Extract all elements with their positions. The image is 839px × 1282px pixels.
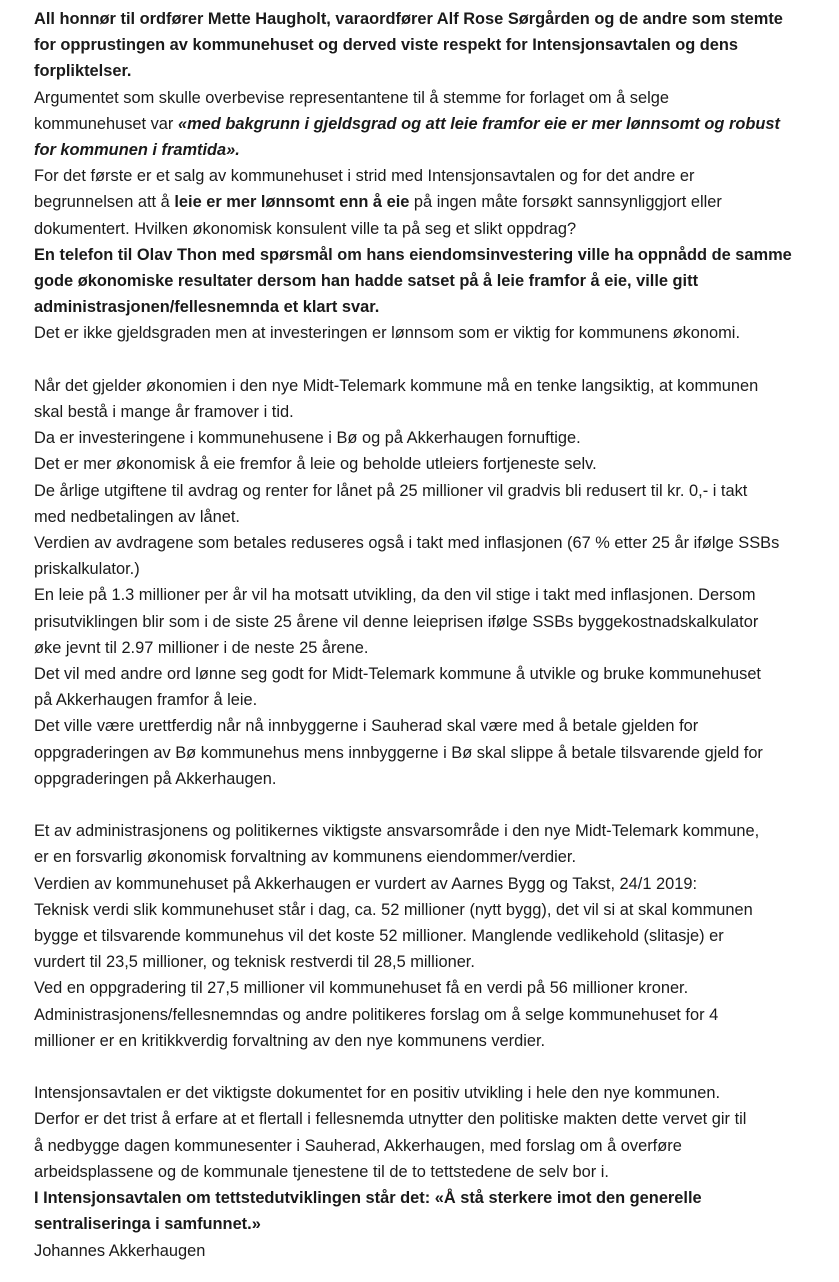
body-paragraph — [34, 897, 824, 976]
text-line: Teknisk verdi slik kommunehuset står i dag, ca. 52 millioner (nytt bygg), det vil si at skal kommunen — [34, 900, 753, 919]
text-line: Argumentet som skulle overbevise representantene til å stemme for forlaget om å selge — [34, 88, 669, 107]
text-line: Ved en oppgradering til 27,5 millioner vil kommunehuset få en verdi på 56 millioner kroner. — [34, 979, 689, 998]
text-line: For det første er et salg av kommunehuset i strid med Intensjonsavtalen og for det andre er — [34, 167, 695, 186]
text-line: gode økonomiske resultater dersom han hadde satset på å leie framfor å eie, ville gitt — [34, 272, 699, 291]
text-line: Det vil med andre ord lønne seg godt for Midt-Telemark kommune å utvikle og bruke kommunehuset — [34, 665, 761, 684]
text-line: øke jevnt til 2.97 millioner i de neste 25 årene. — [34, 638, 369, 657]
body-paragraph — [34, 320, 824, 346]
text-line: Når det gjelder økonomien i den nye Midt-Telemark kommune må en tenke langsiktig, at kommunen — [34, 376, 759, 395]
paragraph-gap — [34, 1054, 824, 1080]
text-line: bygge et tilsvarende kommunehus vil det koste 52 millioner. Manglende vedlikehold (slitasje) er — [34, 927, 724, 946]
body-paragraph — [34, 1080, 824, 1106]
emphasis-phrase: leie er mer lønnsomt enn å eie — [174, 193, 410, 212]
text-line: millioner er en kritikkverdig forvaltning av den nye kommunens verdier. — [34, 1031, 546, 1050]
text-line: vurdert til 23,5 millioner, og teknisk restverdi til 28,5 millioner. — [34, 953, 475, 972]
text-line: sentraliseringa i samfunnet.» — [34, 1215, 261, 1234]
body-paragraph — [34, 373, 824, 425]
text-line-prefix: kommunehuset var — [34, 114, 178, 133]
body-paragraph — [34, 478, 824, 530]
quote-paragraph — [34, 111, 824, 163]
quoted-argument: «med bakgrunn i gjeldsgrad og att leie framfor eie er mer lønnsomt og robust — [177, 114, 780, 133]
body-paragraph — [34, 163, 824, 242]
text-line-suffix: på ingen måte forsøkt sannsynliggjort eller — [409, 193, 722, 212]
body-paragraph — [34, 85, 824, 111]
text-line: Intensjonsavtalen er det viktigste dokumentet for en positiv utvikling i hele den nye kommunen. — [34, 1084, 721, 1103]
body-paragraph — [34, 713, 824, 792]
text-line: på Akkerhaugen framfor å leie. — [34, 691, 258, 710]
text-line: oppgraderingen på Akkerhaugen. — [34, 769, 277, 788]
body-paragraph — [34, 661, 824, 713]
body-paragraph — [34, 425, 824, 451]
paragraph-gap — [34, 792, 824, 818]
text-line: Da er investeringene i kommunehusene i Bø og på Akkerhaugen fornuftige. — [34, 429, 581, 448]
text-line: forpliktelser. — [34, 62, 132, 81]
text-line: for opprustingen av kommunehuset og derved viste respekt for Intensjonsavtalen og dens — [34, 36, 739, 55]
author-name: Johannes Akkerhaugen — [34, 1241, 206, 1260]
body-paragraph — [34, 975, 824, 1001]
text-line: å nedbygge dagen kommunesenter i Sauherad, Akkerhaugen, med forslag om å overføre — [34, 1136, 682, 1155]
text-line-prefix: begrunnelsen att å — [34, 193, 175, 212]
body-paragraph — [34, 818, 824, 870]
text-line: Det er mer økonomisk å eie fremfor å leie og beholde utleiers fortjeneste selv. — [34, 455, 597, 474]
text-line: prisutviklingen blir som i de siste 25 årene vil denne leieprisen ifølge SSBs byggekostnadskalkulator — [34, 612, 759, 631]
paragraph-gap — [34, 347, 824, 373]
intro-paragraph — [34, 6, 824, 85]
text-line: Verdien av avdragene som betales reduseres også i takt med inflasjonen (67 % etter 25 år ifølge SSBs — [34, 534, 780, 553]
body-paragraph — [34, 582, 824, 661]
text-line: Derfor er det trist å erfare at et flertall i fellesnemda utnytter den politiske makten dette vervet gir til — [34, 1110, 747, 1129]
bold-paragraph — [34, 242, 824, 321]
text-line: administrasjonen/fellesnemnda et klart svar. — [34, 298, 380, 317]
text-line: Administrasjonens/fellesnemndas og andre politikeres forslag om å selge kommunehuset for 4 — [34, 1005, 719, 1024]
body-paragraph — [34, 1002, 824, 1054]
letter-document — [34, 6, 824, 1264]
text-line: En telefon til Olav Thon med spørsmål om hans eiendomsinvestering ville ha oppnådd de samme — [34, 245, 792, 264]
text-line: med nedbetalingen av lånet. — [34, 507, 240, 526]
text-line: All honnør til ordfører Mette Haugholt, varaordfører Alf Rose Sørgården og de andre som stemte — [34, 10, 783, 28]
text-line: er en forsvarlig økonomisk forvaltning av kommunens eiendommer/verdier. — [34, 848, 577, 867]
text-line: oppgraderingen av Bø kommunehus mens innbyggerne i Bø skal slippe å betale tilsvarende gjeld for — [34, 743, 763, 762]
text-line: Verdien av kommunehuset på Akkerhaugen er vurdert av Aarnes Bygg og Takst, 24/1 2019: — [34, 874, 698, 893]
body-paragraph — [34, 530, 824, 582]
body-paragraph — [34, 451, 824, 477]
text-line: skal bestå i mange år framover i tid. — [34, 403, 294, 422]
text-line: Et av administrasjonens og politikernes viktigste ansvarsområde i den nye Midt-Telemark kommune, — [34, 822, 760, 841]
text-line: De årlige utgiftene til avdrag og renter for lånet på 25 millioner vil gradvis bli redusert til kr. 0,- i takt — [34, 481, 748, 500]
signature — [34, 1238, 824, 1264]
text-line: arbeidsplassene og de kommunale tjenestene til de to tettstedene de selv bor i. — [34, 1162, 609, 1181]
text-line: Det ville være urettferdig når nå innbyggerne i Sauherad skal være med å betale gjelden for — [34, 717, 699, 736]
closing-quote-paragraph — [34, 1185, 824, 1237]
text-line: Det er ikke gjeldsgraden men at investeringen er lønnsom som er viktig for kommunens økonomi. — [34, 324, 741, 343]
body-paragraph — [34, 871, 824, 897]
text-line: dokumentert. Hvilken økonomisk konsulent ville ta på seg et slikt oppdrag? — [34, 219, 577, 238]
text-line: I Intensjonsavtalen om tettstedutviklingen står det: «Å stå sterkere imot den generelle — [34, 1189, 702, 1208]
text-line: En leie på 1.3 millioner per år vil ha motsatt utvikling, da den vil stige i takt med inflasjonen. Dersom — [34, 586, 756, 605]
quoted-argument-continued: for kommunen i framtida». — [34, 141, 240, 160]
body-paragraph — [34, 1106, 824, 1185]
text-line: priskalkulator.) — [34, 560, 140, 579]
